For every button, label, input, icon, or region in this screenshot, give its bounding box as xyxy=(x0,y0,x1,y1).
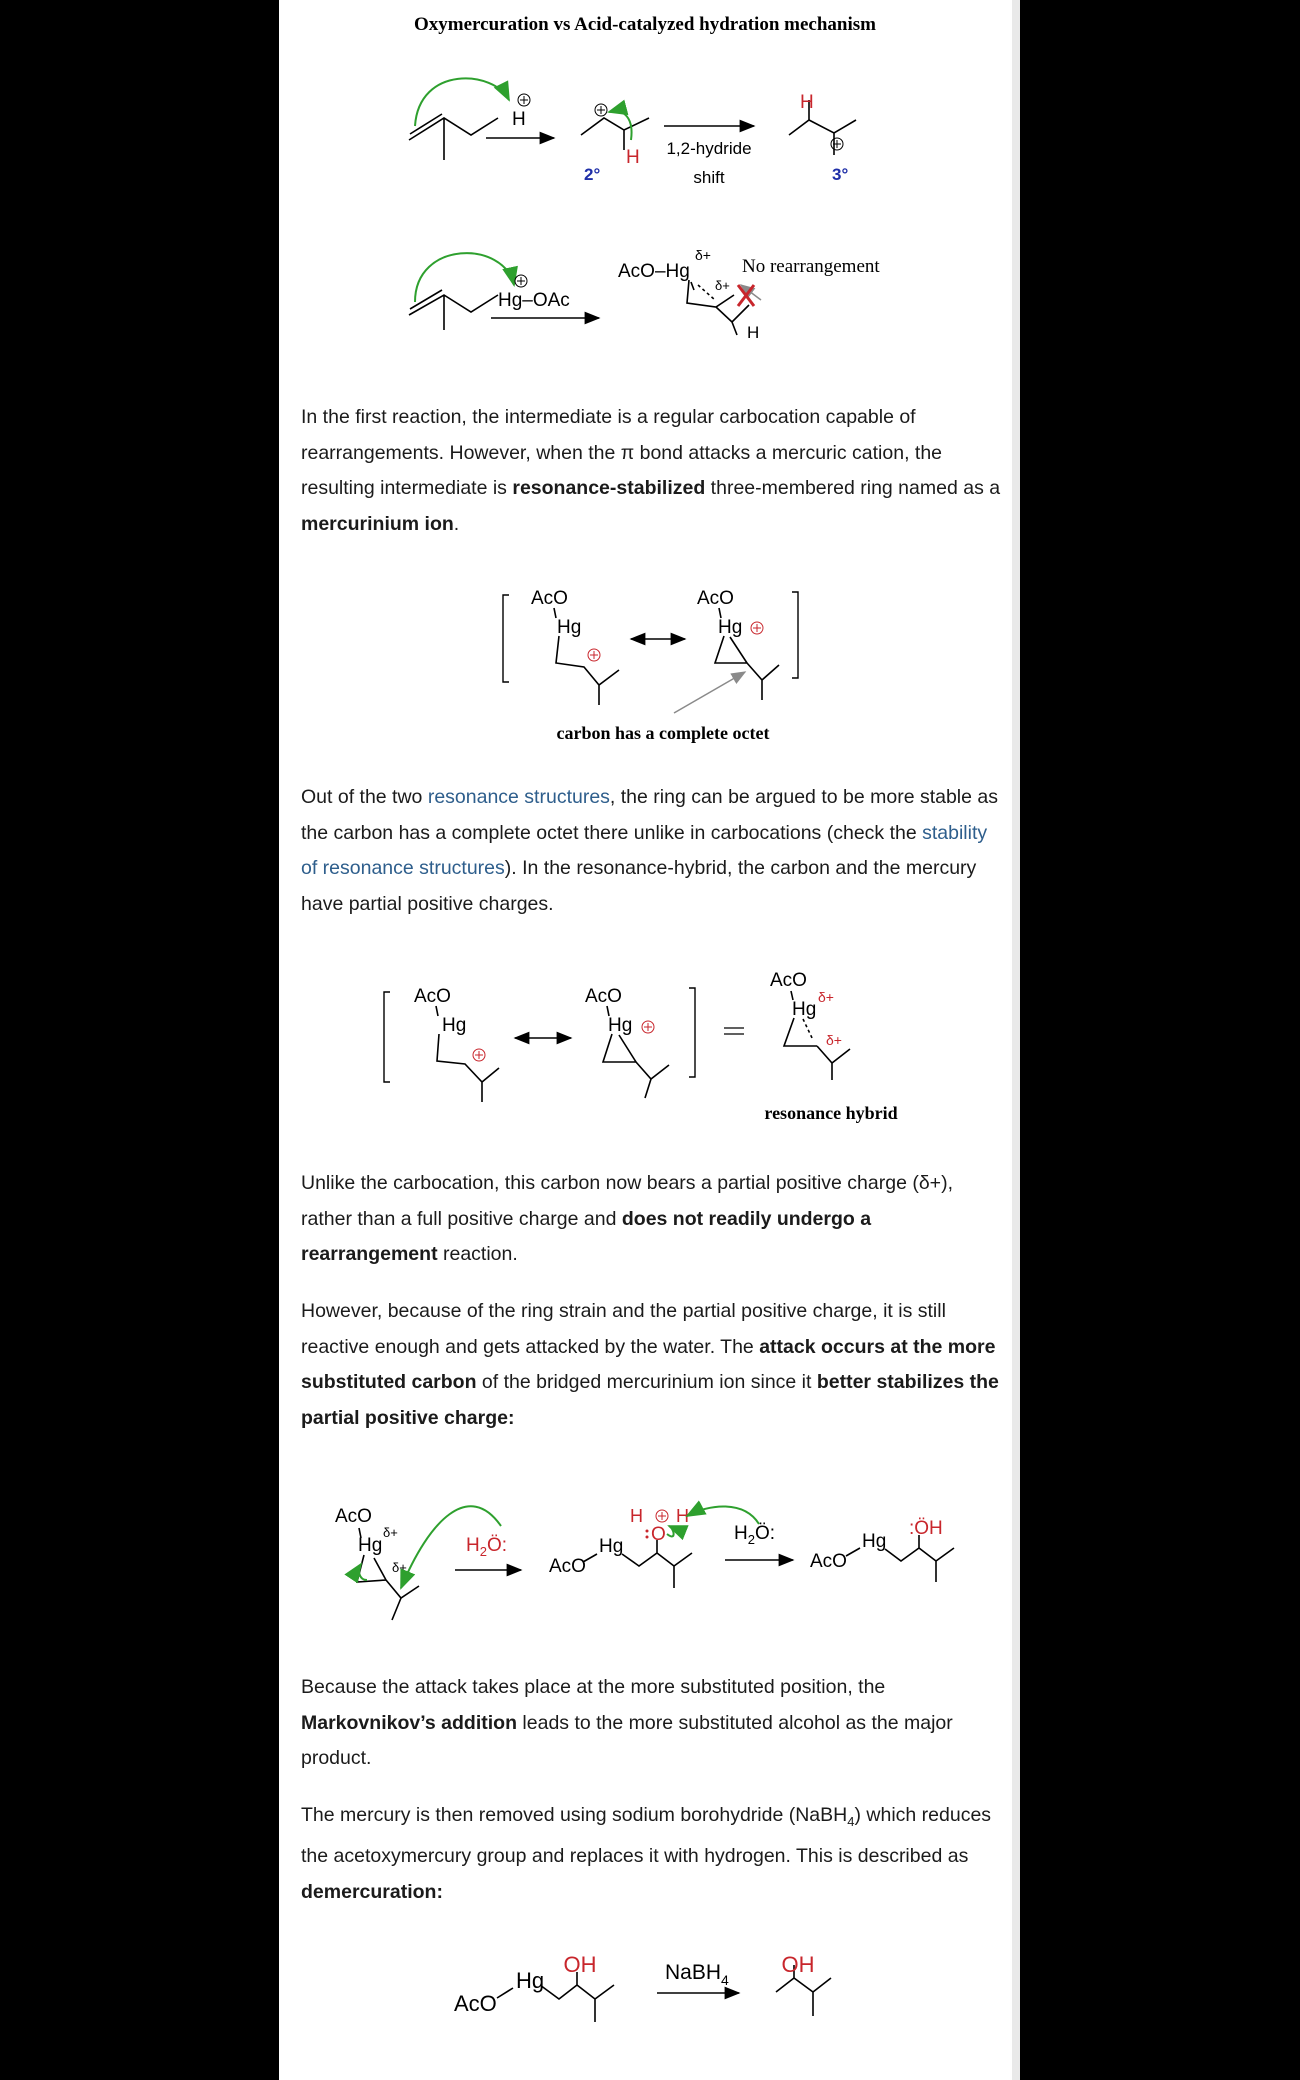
paragraph-demercuration: The mercury is then removed using sodium borohydride (NaBH$_4$) which reduces the acetoxymercury group and replaces it with hydrogen. This is described as demercuration: xyxy=(301,1804,992,1903)
acetoxymercury-group: AcO–Hg xyxy=(618,261,690,282)
oxonium-h-left: H xyxy=(630,1506,643,1526)
left-bracket xyxy=(503,595,509,682)
water-base: $H_2Ö$: xyxy=(734,1523,776,1547)
plus-charge-icon xyxy=(831,138,843,150)
mechanism-comparison-figure xyxy=(279,0,1012,360)
paragraph-partial-charge: Unlike the carbocation, this carbon now bears a partial positive charge (δ+), rather than a full positive charge and does not readily undergo a rearrangement reaction. xyxy=(301,1172,953,1265)
hg-3: Hg xyxy=(792,999,817,1020)
plus-charge-icon xyxy=(595,104,607,116)
aco-label: AcO xyxy=(454,1991,497,2016)
hg-right: Hg xyxy=(718,617,743,638)
paragraph-resonance: Out of the two resonance structures, the ring can be argued to be more stable as the carbon has a complete octet there unlike in carbocations (check the stability of resonance structures). In the resonance-hybrid, the carbon and the mercury have partial positive charges. xyxy=(301,786,998,915)
proton: H xyxy=(512,109,526,130)
migrated-h: H xyxy=(800,92,814,113)
hydroxyl-left: OH xyxy=(563,1952,597,1977)
oxonium-oxygen: O xyxy=(651,1524,666,1545)
bottom-h: H xyxy=(747,323,760,342)
hg-2: Hg xyxy=(599,1536,624,1557)
delta-plus-carbon: δ+ xyxy=(826,1032,842,1048)
hg-label: Hg xyxy=(516,1968,545,1993)
paragraph-markovnikov: Because the attack takes place at the more substituted position, the Markovnikov’s addition leads to the more substituted alcohol as the major product. xyxy=(301,1676,953,1769)
paragraph-water-attack: However, because of the ring strain and the partial positive charge, it is still reactive enough and gets attacked by the water. The attack occurs at the more substituted carbon of the bridged mercurinium ion since it better stabilizes the partial positive charge: xyxy=(301,1300,999,1429)
hydroxyl-right: OH xyxy=(781,1952,815,1977)
aco-2: AcO xyxy=(549,1556,586,1577)
paragraph-intermediate: In the first reaction, the intermediate is a regular carbocation capable of rearrangements. However, when the π bond attacks a mercuric cation, the resulting intermediate is resonance-stabilized three-membered ring named as a mercurinium ion. xyxy=(301,406,1001,535)
plus-charge-icon xyxy=(588,649,600,661)
mercurinium-resonance-figure xyxy=(279,570,1012,755)
stability-resonance-link[interactable]: stability of resonance structures xyxy=(301,821,988,879)
octet-caption: carbon has a complete octet xyxy=(556,723,770,743)
hydride-shift-label-line2: shift xyxy=(693,168,725,187)
mercuric-acetate: Hg–OAc xyxy=(498,290,570,311)
resonance-hybrid-figure xyxy=(279,955,1012,1135)
alkene-molecule-2 xyxy=(409,290,498,330)
no-rearrangement-label: No rearrangement xyxy=(742,256,880,277)
hg-left: Hg xyxy=(557,617,582,638)
demercuration-figure xyxy=(279,1930,1012,2060)
plus-charge-icon xyxy=(473,1049,485,1061)
tertiary-label: 3° xyxy=(832,165,849,184)
aco-3: AcO xyxy=(770,970,807,991)
aco-left: AcO xyxy=(531,588,568,609)
electron-push-arrow-1 xyxy=(415,78,509,126)
alkene-molecule-1 xyxy=(409,114,498,160)
scrollbar[interactable] xyxy=(1012,0,1020,2080)
left-bracket xyxy=(384,992,390,1082)
aco-3: AcO xyxy=(810,1551,847,1572)
hydride-shift-arrow xyxy=(609,111,632,140)
lone-pair-dot xyxy=(646,1530,649,1533)
water-attack-figure xyxy=(279,1460,1012,1640)
hg-2: Hg xyxy=(608,1015,633,1036)
oh-bond-arrow xyxy=(667,1526,674,1536)
plus-charge-icon xyxy=(751,622,763,634)
hydride-h: H xyxy=(626,147,640,168)
aco-1: AcO xyxy=(414,986,451,1007)
plus-charge-icon xyxy=(518,94,530,106)
aco-1: AcO xyxy=(335,1506,372,1527)
octet-pointer-arrow xyxy=(674,672,745,713)
resonance-structures-link[interactable]: resonance structures xyxy=(427,786,610,808)
secondary-label: 2° xyxy=(584,165,601,184)
delta-plus-mercury: δ+ xyxy=(818,989,834,1005)
delta-plus-1: δ+ xyxy=(383,1525,398,1540)
right-bracket xyxy=(792,592,798,678)
article-page xyxy=(279,0,1012,2080)
oxonium-h-right: H xyxy=(676,1506,689,1526)
delta-plus-carbon: δ+ xyxy=(715,278,730,293)
aco-right: AcO xyxy=(697,588,734,609)
aco-2: AcO xyxy=(585,986,622,1007)
hg-1: Hg xyxy=(442,1015,467,1036)
lone-pair-dot xyxy=(646,1536,649,1539)
plus-charge-icon xyxy=(515,275,527,287)
secondary-carbocation xyxy=(581,118,649,150)
deprotonation-arrow xyxy=(687,1506,759,1524)
equals-sign xyxy=(724,1028,744,1034)
reagent-label: NaBH$_4$ xyxy=(665,1961,729,1988)
delta-plus-mercury: δ+ xyxy=(695,247,711,263)
hydroxyl-group: :ÖH xyxy=(909,1518,943,1539)
right-bracket xyxy=(689,988,695,1077)
hydride-shift-label-line1: 1,2-hydride xyxy=(666,139,752,158)
hg-3: Hg xyxy=(862,1531,887,1552)
hybrid-caption: resonance hybrid xyxy=(764,1103,898,1123)
hg-1: Hg xyxy=(358,1535,383,1556)
water-nucleophile: $H_2Ö$: xyxy=(466,1535,508,1559)
plus-charge-icon xyxy=(656,1510,668,1522)
delta-plus-2: δ+ xyxy=(392,1560,407,1575)
figure-title: Oxymercuration vs Acid-catalyzed hydration mechanism xyxy=(414,14,876,35)
plus-charge-icon xyxy=(642,1021,654,1033)
organomercury-alcohol xyxy=(497,1972,614,2022)
